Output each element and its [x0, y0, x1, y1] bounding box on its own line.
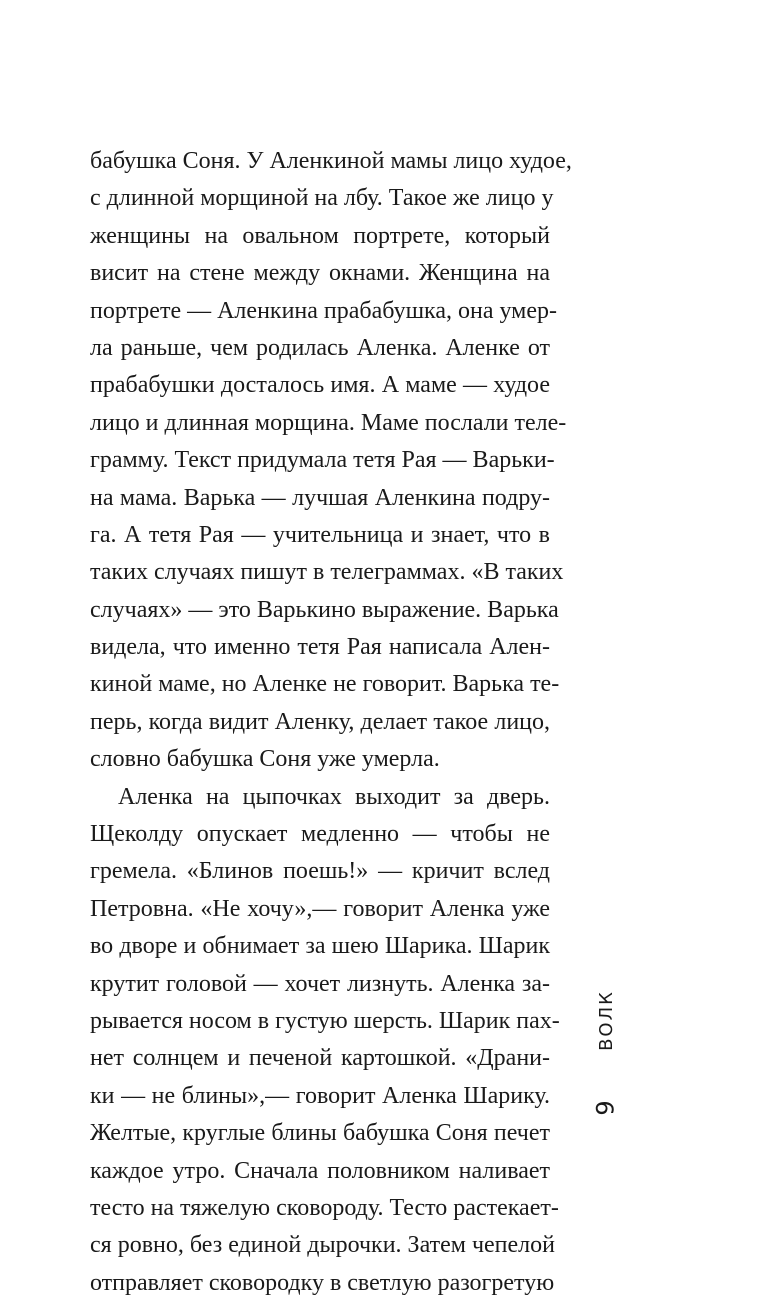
text-line: га. А тетя Рая — учительница и знает, что в [90, 521, 550, 548]
text-line: ла раньше, чем родилась Аленка. Аленке от [90, 334, 550, 361]
text-line: Щеколду опускает медленно — чтобы не [90, 821, 550, 848]
text-line: крутит головой — хочет лизнуть. Аленка за- [90, 970, 550, 997]
text-line: с длинной морщиной на лбу. Такое же лицо у [90, 185, 554, 212]
text-line: каждое утро. Сначала половником наливает [90, 1157, 550, 1184]
text-line: висит на стене между окнами. Женщина на [90, 260, 550, 287]
text-line: таких случаях пишут в телеграммах. «В таких [90, 559, 564, 586]
text-line: случаях» — это Варькино выражение. Варька [90, 596, 559, 623]
text-line: Аленка на цыпочках выходит за дверь. [118, 783, 550, 810]
text-line: ки — не блины»,— говорит Аленка Шарику. [90, 1082, 550, 1109]
text-line: киной маме, но Аленке не говорит. Варька те- [90, 671, 560, 698]
text-line: рывается носом в густую шерсть. Шарик пах- [90, 1007, 560, 1034]
text-line: во дворе и обнимает за шею Шарика. Шарик [90, 933, 550, 960]
text-line: нет солнцем и печеной картошкой. «Драни- [90, 1045, 550, 1072]
text-line: прабабушки досталось имя. А маме — худое [90, 372, 550, 399]
text-line: грамму. Текст придумала тетя Рая — Варьки- [90, 447, 555, 474]
text-line: видела, что именно тетя Рая написала Ален- [90, 634, 550, 661]
text-line: перь, когда видит Аленку, делает такое лицо, [90, 708, 550, 735]
page-number [586, 1088, 626, 1128]
text-line: отправляет сковородку в светлую разогретую [90, 1269, 555, 1296]
text-line: портрете — Аленкина прабабушка, она умер- [90, 297, 558, 324]
text-line: словно бабушка Соня уже умерла. [90, 746, 440, 773]
text-line: лицо и длинная морщина. Маме послали теле- [90, 409, 567, 436]
text-line: Желтые, круглые блины бабушка Соня печет [90, 1120, 550, 1147]
body-text [90, 143, 572, 1302]
paragraph-1 [90, 143, 572, 779]
text-line: женщины на овальном портрете, который [90, 222, 550, 249]
running-head [586, 990, 626, 1050]
text-line: ся ровно, без единой дырочки. Затем чепелой [90, 1232, 555, 1259]
page-number-text: 9 [592, 1100, 620, 1116]
running-head-text: ВОЛК [595, 989, 617, 1051]
text-line: бабушка Соня. У Аленкиной мамы лицо худое, [90, 148, 572, 174]
text-line: тесто на тяжелую сковороду. Тесто растекает- [90, 1194, 559, 1221]
text-line: на мама. Варька — лучшая Аленкина подру- [90, 484, 550, 511]
text-line: гремела. «Блинов поешь!» — кричит вслед [90, 858, 550, 885]
paragraph-2 [90, 779, 560, 1302]
text-line: Петровна. «Не хочу»,— говорит Аленка уже [90, 895, 550, 922]
